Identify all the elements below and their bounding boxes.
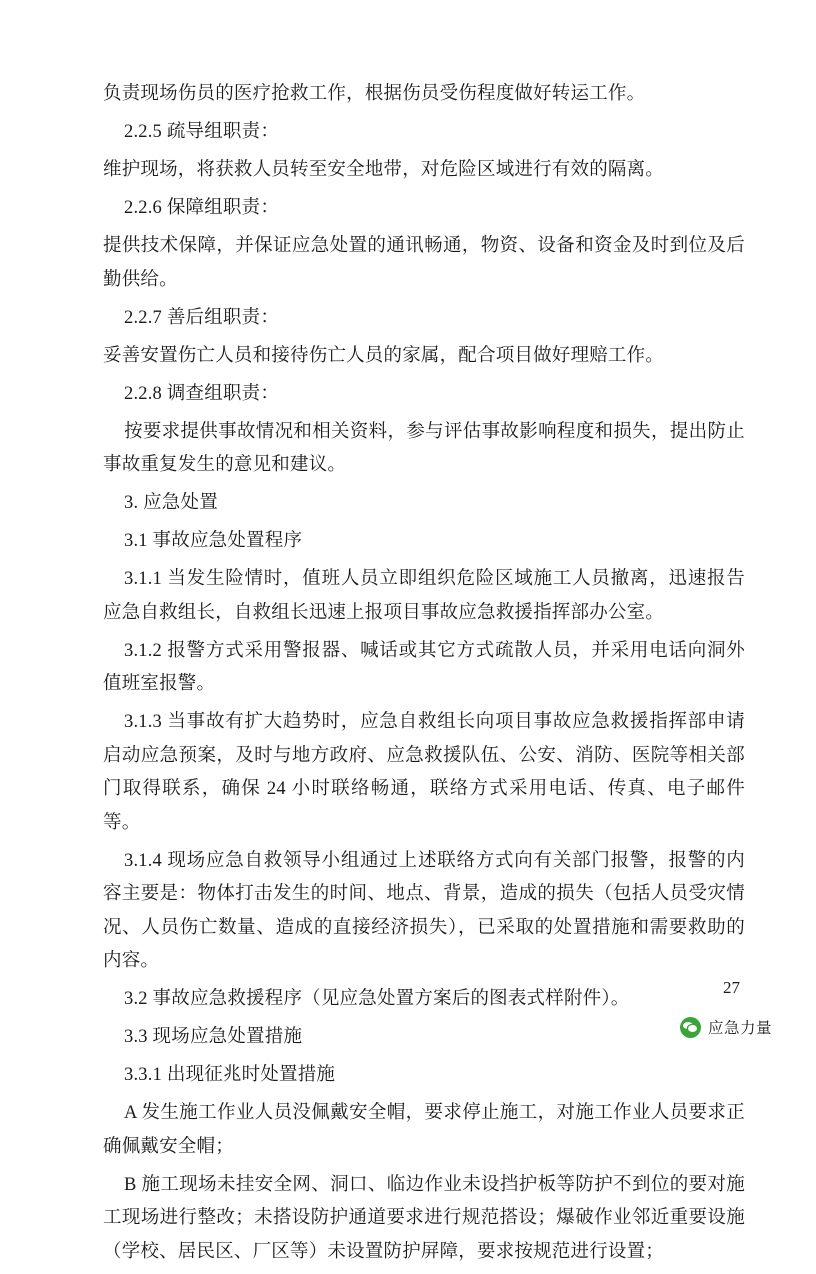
wechat-account-label: 应急力量 [707, 1020, 772, 1037]
paragraph: 3.1.1 当发生险情时，值班人员立即组织危险区域施工人员撤离，迅速报告应急自救组长，自救组长迅速上报项目事故应急救援指挥部办公室。 [103, 569, 745, 623]
paragraph: B 施工现场未挂安全网、洞口、临边作业未设挡护板等防护不到位的要对施工现场进行整改；未搭设防护通道要求进行规范搭设；爆破作业邻近重要设施（学校、居民区、厂区等）未设置防护屏障，要求按规范进行设置； [103, 1174, 745, 1262]
paragraph: 2.2.6 保障组职责： [124, 198, 280, 218]
paragraph: 2.2.7 善后组职责： [124, 307, 280, 328]
paragraph: 妥善安置伤亡人员和接待伤亡人员的家属，配合项目做好理赔工作。 [103, 345, 665, 366]
paragraph: 按要求提供事故情况和相关资料，参与评估事故影响程度和损失，提出防止事故重复发生的意见和建议。 [103, 421, 745, 475]
paragraph: 3.1.3 当事故有扩大趋势时，应急自救组长向项目事故应急救援指挥部申请启动应急预案，及时与地方政府、应急救援队伍、公安、消防、医院等相关部门取得联系，确保 24 小时联络畅通，联络方式采用电话、传真、电子邮件等。 [103, 712, 745, 833]
paragraph: 3.1.4 现场应急自救领导小组通过上述联络方式向有关部门报警，报警的内容主要是：物体打击发生的时间、地点、背景，造成的损失（包括人员受灾情况、人员伤亡数量、造成的直接经济损失），已采取的处置措施和需要救助的内容。 [103, 850, 745, 971]
paragraph: 3.3 现场应急处置措施 [124, 1027, 303, 1047]
paragraph: 3.1.2 报警方式采用警报器、喊话或其它方式疏散人员，并采用电话向洞外值班室报警。 [103, 640, 745, 694]
wechat-icon [680, 1017, 701, 1038]
wechat-account-badge [680, 1016, 772, 1038]
paragraph: 3.3.1 出现征兆时处置措施 [124, 1065, 336, 1085]
paragraph: 提供技术保障，并保证应急处置的通讯畅通，物资、设备和资金及时到位及后勤供给。 [103, 236, 745, 290]
paragraph: 3.2 事故应急救援程序（见应急处置方案后的图表式样附件）。 [124, 989, 630, 1009]
page-number: 27 [723, 978, 740, 997]
paragraph: 2.2.5 疏导组职责： [124, 122, 280, 142]
paragraph: A 发生施工作业人员没佩戴安全帽，要求停止施工，对施工作业人员要求正确佩戴安全帽； [103, 1103, 745, 1157]
paragraph: 维护现场，将获救人员转至安全地带，对危险区域进行有效的隔离。 [103, 160, 665, 180]
paragraph: 负责现场伤员的医疗抢救工作，根据伤员受伤程度做好转运工作。 [103, 84, 646, 104]
paragraph: 3. 应急处置 [124, 493, 218, 513]
paragraph: 2.2.8 调查组职责： [124, 383, 280, 404]
document-body [103, 78, 745, 1274]
paragraph: 3.1 事故应急处置程序 [124, 531, 303, 551]
